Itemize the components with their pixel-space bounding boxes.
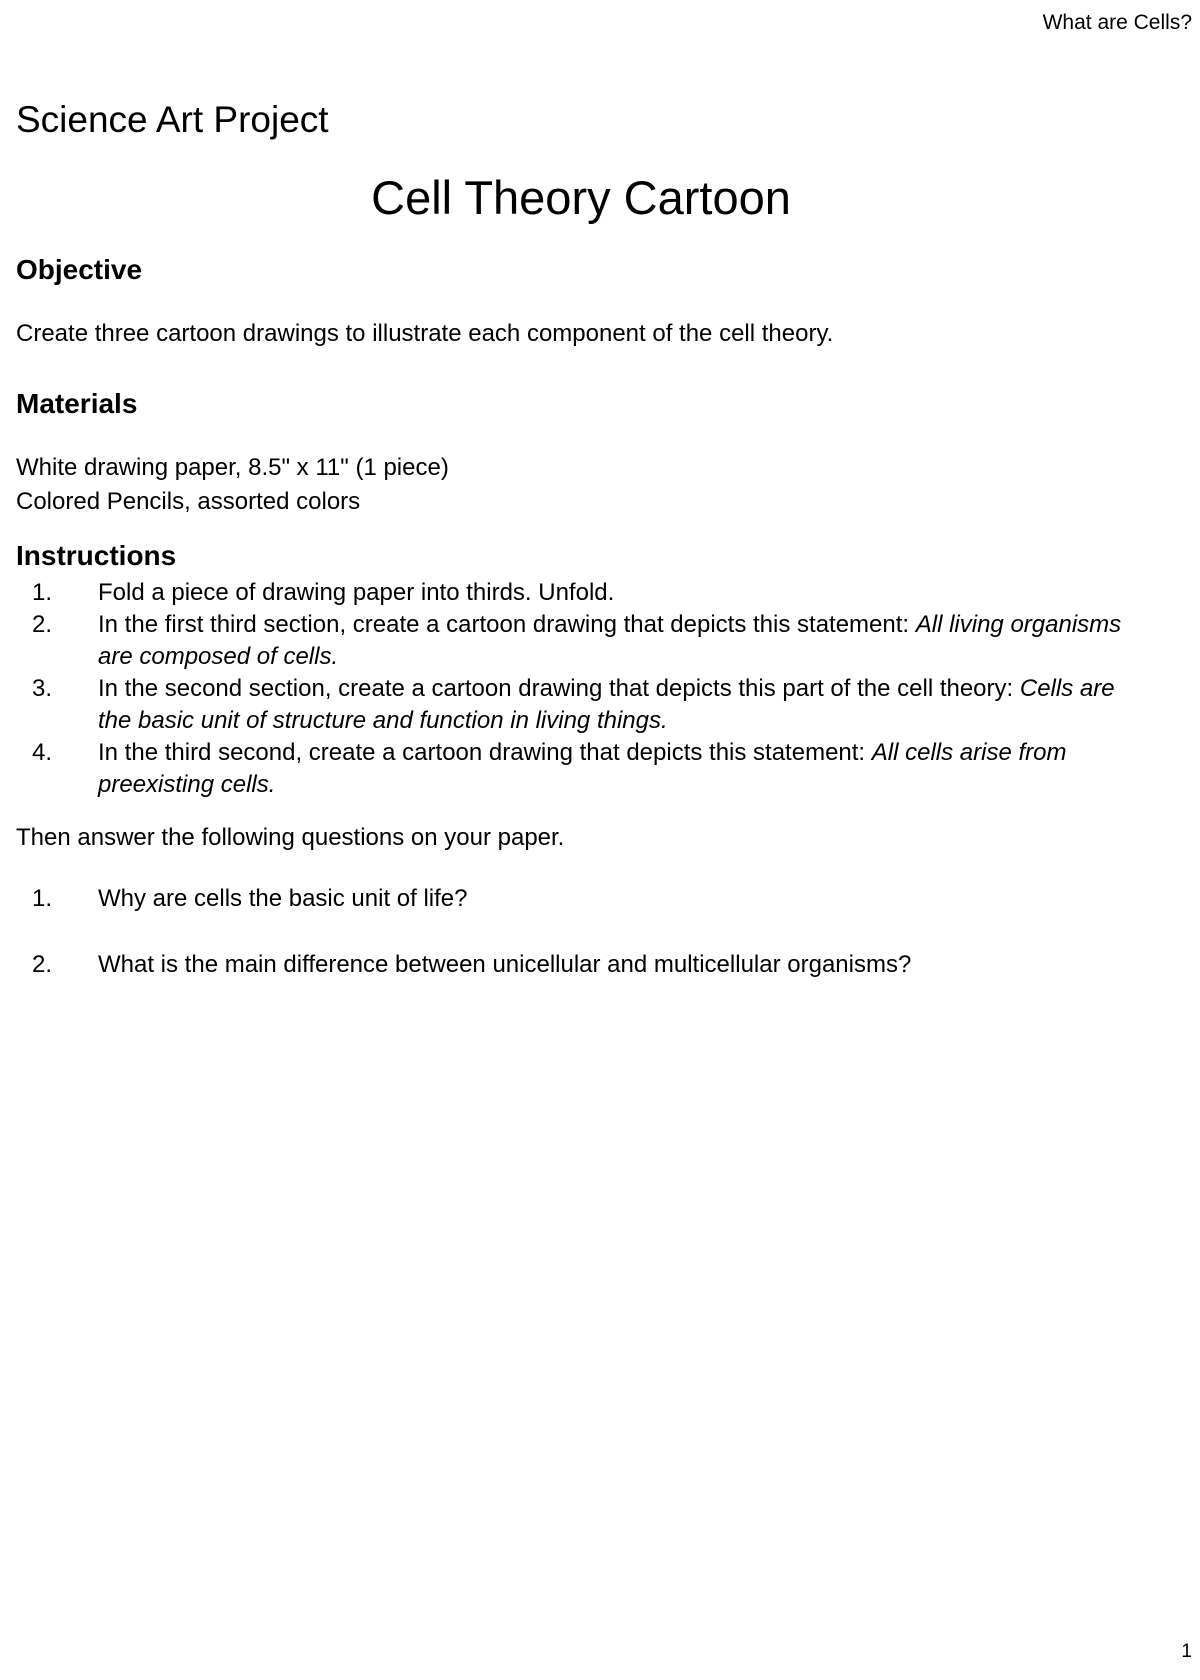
objective-text: Create three cartoon drawings to illustrate each component of the cell theory. — [16, 320, 834, 347]
instruction-step — [16, 737, 1146, 801]
materials-heading: Materials — [16, 388, 138, 419]
step-text: In the third second, create a cartoon drawing that depicts this statement: — [98, 739, 872, 766]
materials-item: Colored Pencils, assorted colors — [16, 488, 361, 515]
question-number: 1. — [32, 885, 53, 912]
step-statement: All cells arise from preexisting cells. — [98, 739, 1067, 798]
step-number: 3. — [32, 675, 53, 702]
question-item — [16, 949, 1146, 981]
step-statement: Cells are the basic unit of structure and function in living things. — [98, 675, 1115, 734]
instructions-list — [16, 577, 1146, 801]
instructions-heading: Instructions — [16, 540, 177, 571]
materials-item: White drawing paper, 8.5" x 11" (1 piece) — [16, 454, 449, 481]
step-number: 4. — [32, 739, 53, 766]
step-number: 1. — [32, 579, 53, 606]
question-text: Why are cells the basic unit of life? — [98, 885, 468, 912]
document-title: Cell Theory Cartoon — [371, 171, 791, 224]
running-header: What are Cells? — [1042, 11, 1192, 34]
questions-intro: Then answer the following questions on your paper. — [16, 824, 565, 851]
document-content — [16, 97, 1146, 1015]
step-text: In the first third section, create a cartoon drawing that depicts this statement: — [98, 611, 916, 638]
questions-list — [16, 883, 1146, 981]
instruction-step — [16, 577, 1146, 609]
step-statement: All living organisms are composed of cells. — [98, 611, 1122, 670]
question-text: What is the main difference between unicellular and multicellular organisms? — [98, 951, 912, 978]
question-item — [16, 883, 1146, 915]
project-label: Science Art Project — [16, 99, 329, 140]
materials-list — [16, 451, 1146, 519]
objective-heading: Objective — [16, 254, 143, 285]
page-number: 1 — [1181, 1641, 1192, 1662]
instruction-step — [16, 673, 1146, 737]
instruction-step — [16, 609, 1146, 673]
step-text: In the second section, create a cartoon drawing that depicts this part of the cell theory: — [98, 675, 1020, 702]
step-number: 2. — [32, 611, 53, 638]
question-number: 2. — [32, 951, 53, 978]
step-text: Fold a piece of drawing paper into thirds. Unfold. — [98, 579, 615, 606]
